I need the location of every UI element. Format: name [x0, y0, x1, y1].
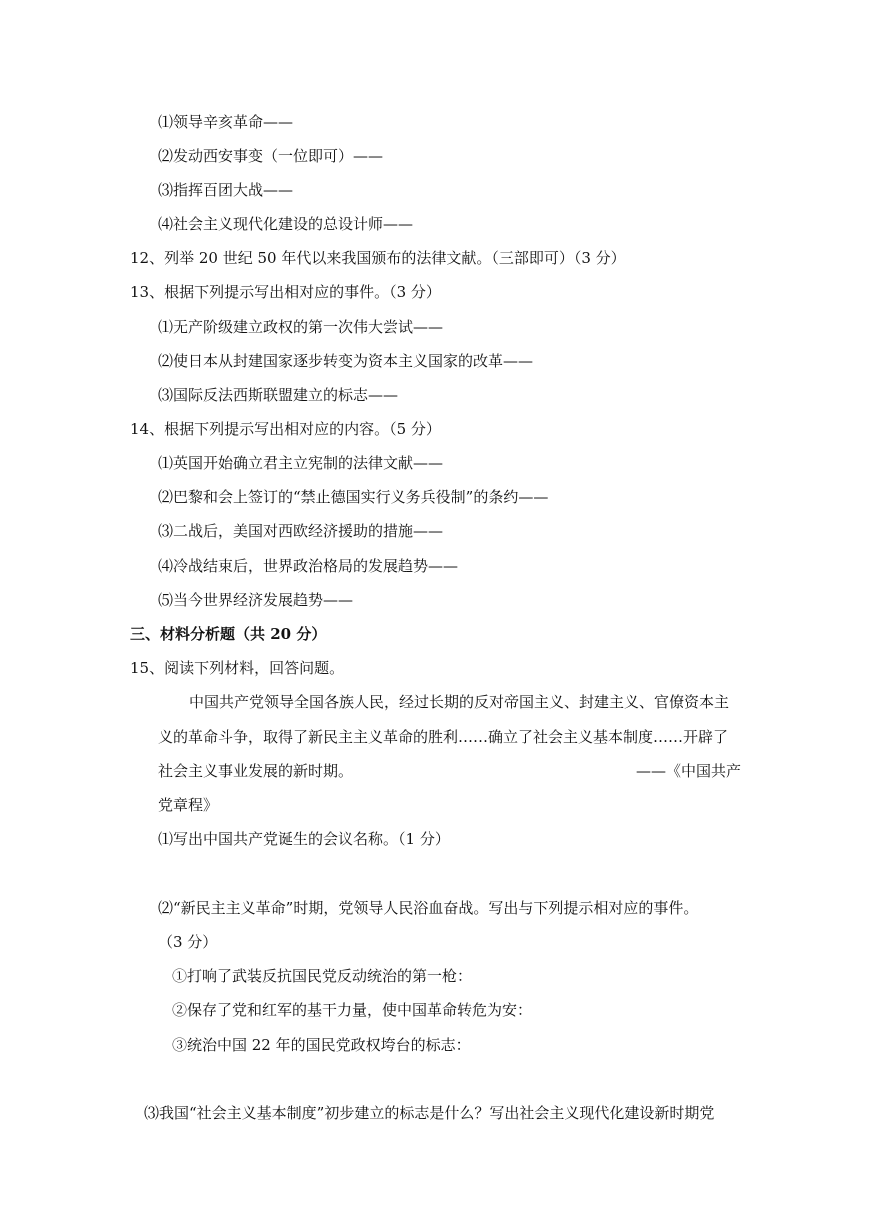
q15-sub2-item-2: ②保存了党和红军的基干力量，使中国革命转危为安： — [172, 1001, 533, 1019]
q14-item-4: ⑷冷战结束后，世界政治格局的发展趋势—— — [158, 557, 459, 575]
q15-sub1: ⑴写出中国共产党诞生的会议名称。（1 分） — [158, 830, 450, 848]
q15-sub2-line1: ⑵“新民主主义革命”时期，党领导人民浴血奋战。写出与下列提示相对应的事件。 — [158, 899, 699, 917]
q14-item-3: ⑶二战后，美国对西欧经济援助的措施—— — [158, 522, 444, 540]
q11-item-3: ⑶指挥百团大战—— — [158, 181, 294, 199]
q15-sub2-item-3: ③统治中国 22 年的国民党政权垮台的标志： — [172, 1036, 471, 1054]
q15-sub2-line2: （3 分） — [158, 933, 218, 951]
q15-source-part1: ——《中国共产 — [636, 762, 742, 780]
section3-heading: 三、材料分析题（共 20 分） — [130, 625, 327, 643]
q14-item-5: ⑸当今世界经济发展趋势—— — [158, 591, 354, 609]
q13-item-3: ⑶国际反法西斯联盟建立的标志—— — [158, 386, 399, 404]
q14-title: 14、根据下列提示写出相对应的内容。（5 分） — [130, 420, 441, 438]
q15-material-line-2: 义的革命斗争，取得了新民主主义革命的胜利……确立了社会主义基本制度……开辟了 — [158, 728, 729, 746]
q15-sub3: ⑶我国“社会主义基本制度”初步建立的标志是什么？写出社会主义现代化建设新时期党 — [144, 1104, 715, 1122]
q13-title: 13、根据下列提示写出相对应的事件。（3 分） — [130, 283, 441, 301]
q12-text: 12、列举 20 世纪 50 年代以来我国颁布的法律文献。（三部即可）（3 分） — [130, 249, 626, 267]
q15-material-line-3: 社会主义事业发展的新时期。 — [158, 762, 354, 780]
q14-item-1: ⑴英国开始确立君主立宪制的法律文献—— — [158, 454, 444, 472]
q11-item-1: ⑴领导辛亥革命—— — [158, 113, 294, 131]
q11-item-4: ⑷社会主义现代化建设的总设计师—— — [158, 215, 414, 233]
q15-title: 15、阅读下列材料，回答问题。 — [130, 659, 345, 677]
q15-sub2-item-1: ①打响了武装反抗国民党反动统治的第一枪： — [172, 967, 473, 985]
q13-item-1: ⑴无产阶级建立政权的第一次伟大尝试—— — [158, 318, 444, 336]
q13-item-2: ⑵使日本从封建国家逐步转变为资本主义国家的改革—— — [158, 352, 534, 370]
q15-source-part2: 党章程》 — [158, 796, 219, 814]
q14-item-2: ⑵巴黎和会上签订的“禁止德国实行义务兵役制”的条约—— — [158, 488, 549, 506]
q15-material-line-1: 中国共产党领导全国各族人民，经过长期的反对帝国主义、封建主义、官僚资本主 — [189, 693, 730, 711]
q11-item-2: ⑵发动西安事变（一位即可）—— — [158, 147, 384, 165]
